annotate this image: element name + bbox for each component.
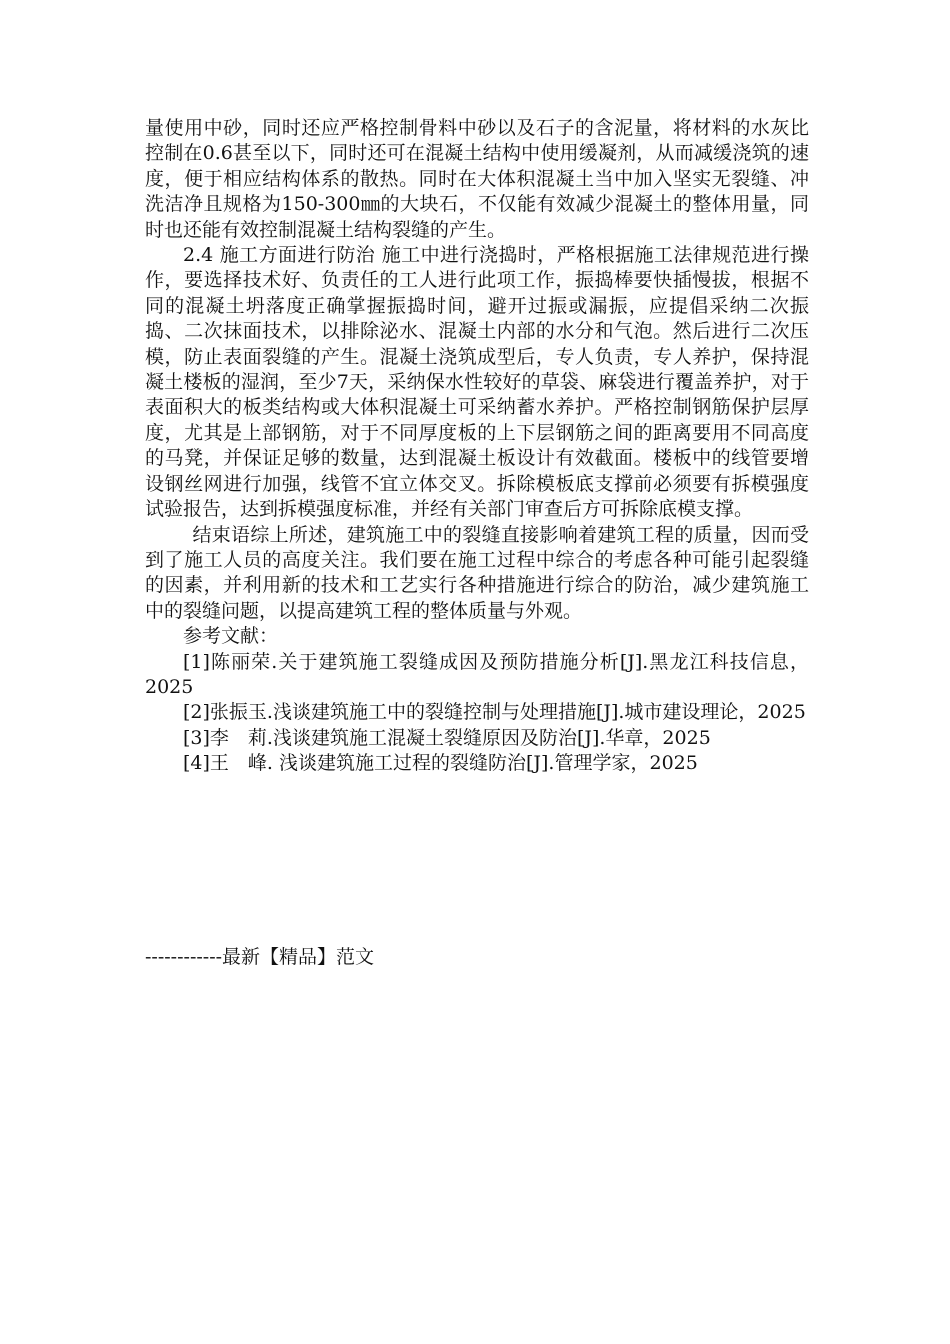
body-paragraph-section-2-4: 2.4 施工方面进行防治 施工中进行浇捣时，严格根据施工法律规范进行操作，要选择技术好、负责任的工人进行此项工作，振捣棒要快插慢拔，根据不同的混凝土坍落度正确掌握振捣时间，避开过振或漏振，应提倡采纳二次振捣、二次抹面技术，以排除泌水、混凝土内部的水分和气泡。然后进行二次压模，防止表面裂缝的产生。混凝土浇筑成型后，专人负责，专人养护，保持混凝土楼板的湿润，至少7天，采纳保水性较好的草袋、麻袋进行覆盖养护，对于表面积大的板类结构或大体积混凝土可采纳蓄水养护。严格控制钢筋保护层厚度，尤其是上部钢筋，对于不同厚度板的上下层钢筋之间的距离要用不同高度的马凳，并保证足够的数量，达到混凝土板设计有效截面。楼板中的线管要增设钢丝网进行加强，线管不宜立体交叉。拆除模板底支撑前必须要有拆模强度试验报告，达到拆模强度标准，并经有关部门审查后方可拆除底模支撑。 <box>145 244 809 521</box>
reference-item-2: [2]张振玉.浅谈建筑施工中的裂缝控制与处理措施[J].城市建设理论，2025 <box>183 701 806 724</box>
body-paragraph-conclusion: 结束语综上所述，建筑施工中的裂缝直接影响着建筑工程的质量，因而受到了施工人员的高度关注。我们要在施工过程中综合的考虑各种可能引起裂缝的因素，并利用新的技术和工艺实行各种措施进行综合的防治，减少建筑施工中的裂缝问题，以提高建筑工程的整体质量与外观。 <box>145 523 809 622</box>
reference-item-1: [1]陈丽荣.关于建筑施工裂缝成因及预防措施分析[J].黑龙江科技信息，2025 <box>145 650 809 698</box>
reference-item-3: [3]李 莉.浅谈建筑施工混凝土裂缝原因及防治[J].华章，2025 <box>183 726 711 749</box>
reference-item-4: [4]王 峰. 浅谈建筑施工过程的裂缝防治[J].管理学家，2025 <box>183 752 698 775</box>
footer-text: ------------最新【精品】范文 <box>145 946 375 968</box>
body-paragraph-continuation: 量使用中砂，同时还应严格控制骨料中砂以及石子的含泥量，将材料的水灰比控制在0.6甚至以下，同时还可在混凝土结构中使用缓凝剂，从而减缓浇筑的速度，便于相应结构体系的散热。同时在大体积混凝土当中加入坚实无裂缝、冲洗洁净且规格为150-300㎜的大块石，不仅能有效减少混凝土的整体用量，同时也还能有效控制混凝土结构裂缝的产生。 <box>145 117 809 241</box>
references-heading: 参考文献： <box>183 625 279 648</box>
document-body <box>145 116 809 777</box>
